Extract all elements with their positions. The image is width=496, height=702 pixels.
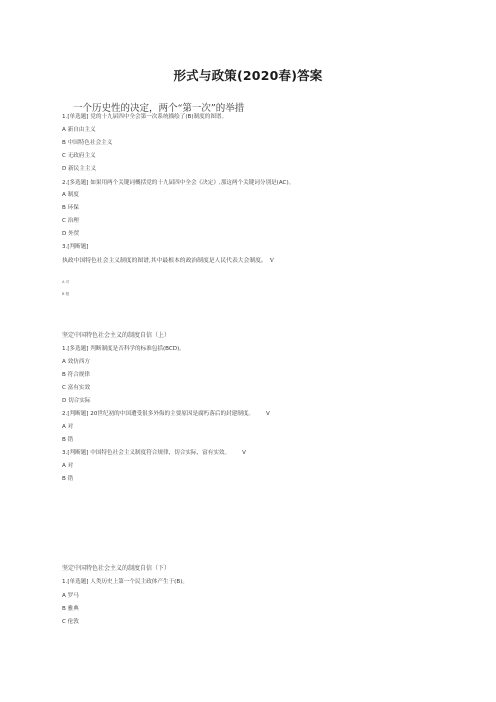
option-2-1-c: C 富有实效 (62, 385, 91, 391)
question-1-3-statement: 执政中国特色社会主义制度的图谱,其中最根本的政治制度是人民代表大会制度。 (62, 258, 267, 264)
option-1-2-c: C 治理 (62, 218, 79, 224)
option-1-1-d: D 新民主主义 (62, 166, 97, 172)
question-2-2: 2.[判断题] 20世纪初的中国遭受很多外侮的主要原因是腐朽落后的封建制度。 (62, 411, 255, 417)
answer-mark: V (269, 258, 274, 264)
question-2-1: 1.[多选题] 判断制度是否科学的标准包括(BCD)。 (62, 346, 185, 352)
section-heading-2: 坚定中国特色社会主义的制度自信（上） (62, 332, 171, 339)
option-2-2-a: A 对 (62, 424, 74, 430)
option-1-1-b: B 中国特色社会主义 (62, 140, 113, 146)
option-2-2-b: B 错 (62, 437, 74, 443)
option-2-3-a: A 对 (62, 463, 74, 469)
question-2-3: 3.[判断题] 中国特色社会主义制度符合规律，切合实际，富有实效。 (62, 450, 231, 456)
option-1-1-a: A 新自由主义 (62, 127, 96, 133)
question-1-3: 3.[判断题] (62, 244, 89, 250)
question-1-3-text (62, 257, 274, 265)
option-3-1-b: B 雅典 (62, 606, 79, 612)
option-1-2-d: D 外贸 (62, 231, 80, 237)
question-1-1: 1.[单选题] 党的十九届四中全会第一次系统描绘了(B)制度的图谱。 (62, 114, 228, 120)
question-1-2: 2.[多选题] 如果用两个关键词概括党的十九届四中全会《决定》,那这两个关键词分别是(AC)。 (62, 180, 295, 186)
option-1-3-b: B 错 (62, 292, 70, 296)
answer-mark: V (242, 450, 246, 456)
option-1-2-a: A 制度 (62, 192, 79, 198)
option-1-3-a: A 对 (62, 280, 70, 284)
section-heading-1: 一个历史性的决定，两个“第一次”的举措 (73, 103, 245, 114)
option-2-3-b: B 错 (62, 476, 74, 482)
question-2-3-row (62, 449, 246, 457)
question-3-1: 1.[单选题] 人类历史上第一个民主政体产生于(B)。 (62, 579, 188, 585)
option-1-1-c: C 无政府主义 (62, 153, 96, 159)
question-2-2-row (62, 410, 270, 418)
option-2-1-a: A 效仿西方 (62, 359, 90, 365)
option-3-1-c: C 伦敦 (62, 619, 79, 625)
section-heading-3: 坚定中国特色社会主义的制度自信（下） (62, 565, 171, 572)
option-1-2-b: B 环保 (62, 205, 79, 211)
answer-mark: V (266, 411, 270, 417)
option-2-1-d: D 切合实际 (62, 398, 91, 404)
option-3-1-a: A 罗马 (62, 593, 79, 599)
option-2-1-b: B 符合规律 (62, 372, 90, 378)
document-title: 形式与政策(2020春)答案 (173, 68, 323, 83)
